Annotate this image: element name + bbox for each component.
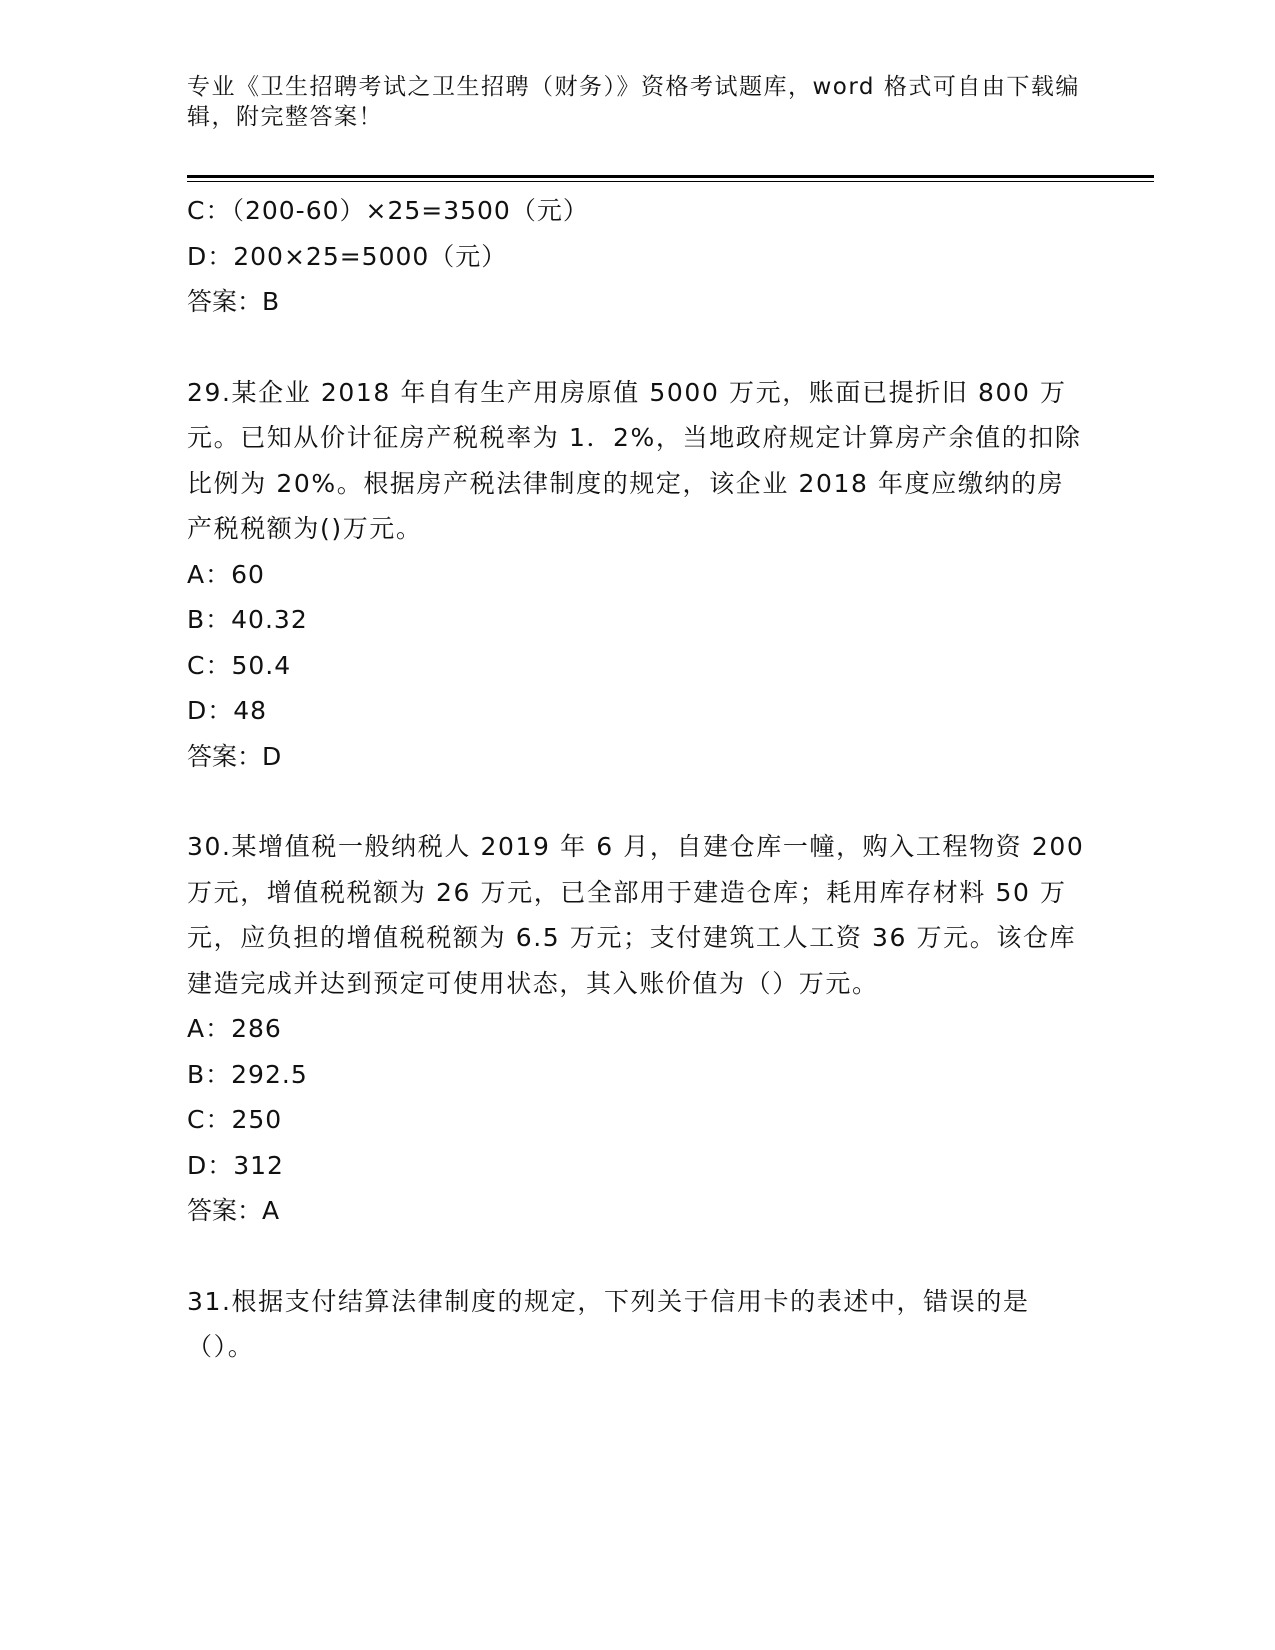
question-text: 30.某增值税一般纳税人 2019 年 6 月，自建仓库一幢，购入工程物资 200 万元，增值税税额为 26 万元，已全部用于建造仓库；耗用库存材料 50 万元，应负担的增值税税额为 6.5 万元；支付建筑工人工资 36 万元。该仓库建造完成并达到预定可使用状态，其入账价值为（）万元。	[187, 832, 1085, 998]
header-rule	[187, 175, 1154, 178]
question-28-tail	[187, 188, 1087, 325]
option-c: C：50.4	[187, 650, 292, 680]
option-d: D：200×25=5000（元）	[187, 241, 508, 271]
option-a: A：286	[187, 1014, 282, 1043]
question-29	[187, 370, 1087, 780]
page-header: 专业《卫生招聘考试之卫生招聘（财务）》资格考试题库，word 格式可自由下载编辑，附完整答案！	[187, 74, 1080, 130]
option-b: B：40.32	[187, 605, 308, 634]
answer: 答案：A	[187, 1196, 280, 1225]
header-rule-thin	[187, 181, 1154, 182]
question-31	[187, 1279, 1087, 1370]
question-30	[187, 824, 1087, 1234]
answer: 答案：B	[187, 287, 280, 316]
answer: 答案：D	[187, 741, 282, 771]
option-b: B：292.5	[187, 1059, 308, 1089]
document-body	[187, 188, 1087, 1370]
option-c: C：（200-60）×25=3500（元）	[187, 196, 589, 225]
question-text: 31.根据支付结算法律制度的规定，下列关于信用卡的表述中，错误的是（）。	[187, 1286, 1030, 1361]
option-a: A：60	[187, 559, 265, 589]
option-d: D：312	[187, 1150, 284, 1180]
option-d: D：48	[187, 696, 268, 725]
question-text: 29.某企业 2018 年自有生产用房原值 5000 万元，账面已提折旧 800 万元。已知从价计征房产税税率为 1．2%，当地政府规定计算房产余值的扣除比例为 20%。根据房产税法律制度的规定，该企业 2018 年度应缴纳的房产税税额为()万元。	[187, 377, 1082, 543]
option-c: C：250	[187, 1105, 283, 1134]
